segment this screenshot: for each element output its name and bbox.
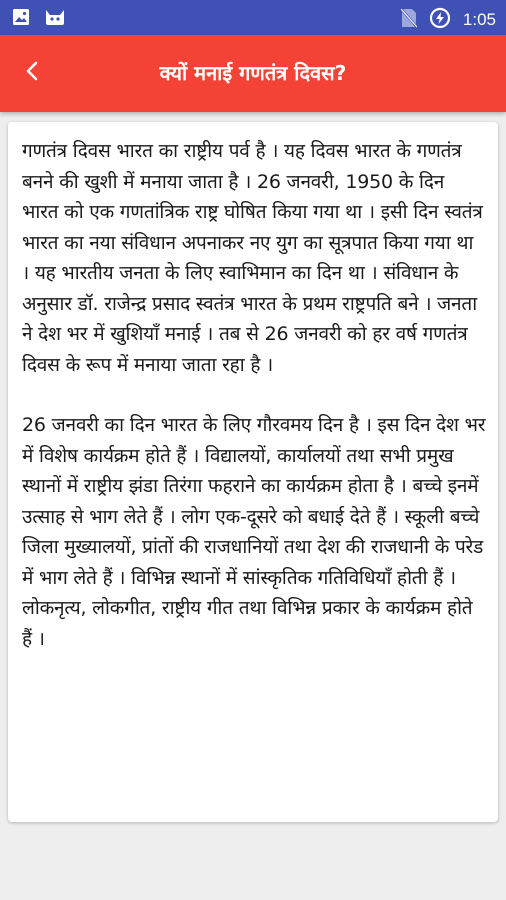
image-icon [12, 8, 30, 30]
content-paragraph-1: गणतंत्र दिवस भारत का राष्ट्रीय पर्व है । यह दिवस भारत के गणतंत्र बनने की खुशी में मनाया जाता है । 26 जनवरी, 1950 के दिन भारत को एक गणतांत्रिक राष्ट्र घोषित किया गया था । इसी दिन स्वतंत्र भारत का नया संविधान अपनाकर नए युग का सूत्रपात किया गया था । यह भारतीय जनता के लिए स्वाभिमान का दिन था । संविधान के अनुसार डॉ. राजेन्द्र प्रसाद स्वतंत्र भारत के प्रथम राष्ट्रपति बने । जनता ने देश भर में खुशियाँ मनाई । तब से 26 जनवरी को हर वर्ष गणतंत्र दिवस के रूप में मनाया जाता रहा है । [22, 140, 483, 376]
status-bar [0, 0, 506, 35]
page-title: क्यों मनाई गणतंत्र दिवस? [159, 61, 347, 85]
status-time: 1:05 [462, 10, 496, 29]
cat-icon [44, 8, 66, 30]
data-saver-icon [429, 7, 451, 33]
content-paragraph-2: 26 जनवरी का दिन भारत के लिए गौरवमय दिन है । इस दिन देश भर में विशेष कार्यक्रम होते हैं । विद्यालयों, कार्यालयों तथा सभी प्रमुख स्थानों में राष्ट्रीय झंडा तिरंगा फहराने का कार्यक्रम होता है । बच्चे इनमें उत्साह से भाग लेते हैं । लोग एक-दूसरे को बधाई देते हैं । स्कूली बच्चे जिला मुख्यालयों, प्रांतों की राजधानियों तथा देश की राजधानी के परेड में भाग लेते हैं । विभिन्न स्थानों में सांस्कृतिक गतिविधियाँ होती हैं । लोकनृत्य, लोकगीत, राष्ट्रीय गीत तथा विभिन्न प्रकार के कार्यक्रम होते हैं । [22, 414, 486, 650]
content-card [8, 122, 498, 822]
back-button[interactable] [14, 55, 50, 91]
app-bar [0, 35, 506, 112]
no-sim-icon [401, 8, 417, 32]
chevron-left-icon [25, 61, 39, 85]
